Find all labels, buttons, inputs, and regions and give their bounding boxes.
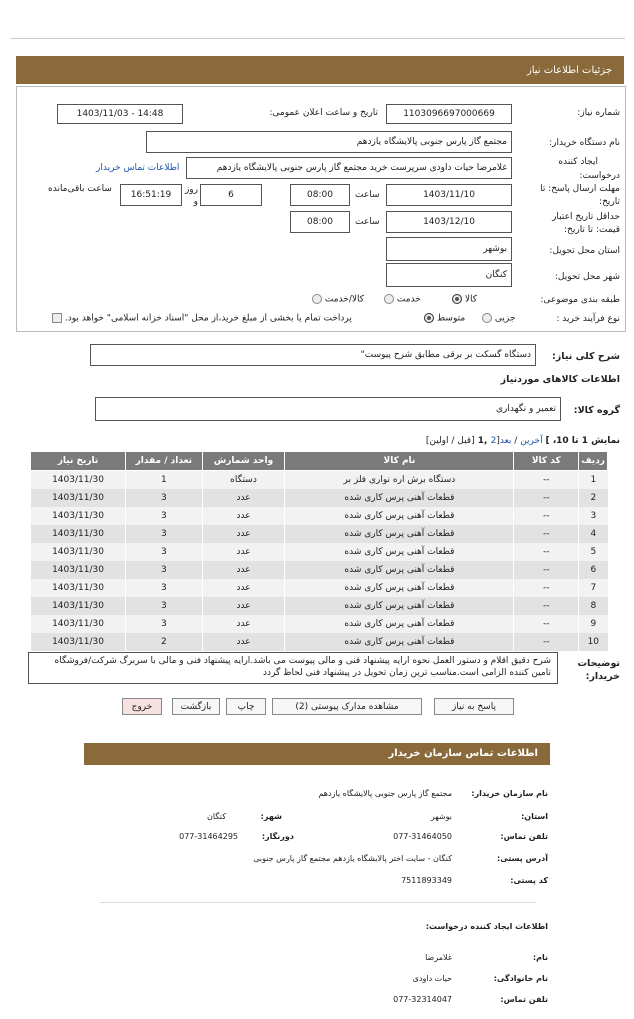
radio-selected-icon — [452, 294, 462, 304]
contact-phone-label: تلفن تماس: — [500, 832, 548, 841]
validity-date-field: 1403/12/10 — [386, 211, 512, 233]
print-button[interactable]: چاپ — [226, 698, 266, 715]
process-option-medium[interactable]: متوسط — [424, 313, 465, 324]
buyer-notes-label: توضیحات خریدار: — [577, 658, 620, 682]
validity-label-2: قیمت: تا تاریخ: — [564, 225, 620, 235]
creator-label-2: درخواست: — [579, 171, 620, 181]
creator-family-value: حیات داودی — [412, 974, 452, 983]
page-2-link[interactable]: 2 — [490, 436, 497, 446]
buyer-org-field: مجتمع گاز پارس جنوبی پالایشگاه یازدهم — [146, 131, 512, 153]
table-row: 8 -- قطعات آهنی پرس کاری شده عدد 3 1403/11/30 — [31, 597, 608, 615]
page-next-link[interactable]: بعد — [499, 436, 512, 446]
top-divider — [10, 38, 625, 39]
contact-fax-value: 077-31464295 — [179, 832, 238, 841]
city-label: شهر محل تحویل: — [554, 272, 620, 282]
table-row: 9 -- قطعات آهنی پرس کاری شده عدد 3 1403/11/30 — [31, 615, 608, 633]
category-label: طبقه بندی موضوعی: — [540, 295, 620, 305]
page-last-link[interactable]: آخرین — [520, 436, 543, 446]
group-field: تعمیر و نگهداری — [95, 397, 561, 421]
contact-header — [84, 743, 550, 765]
deadline-label-2: تاریخ: — [599, 197, 620, 207]
col-date: تاریخ نیاز — [31, 452, 126, 471]
contact-city-label: شهر: — [260, 812, 282, 821]
radio-icon — [384, 294, 394, 304]
need-number-label: شماره نیاز: — [577, 108, 620, 118]
payment-note: پرداخت تمام یا بخشی از مبلغ خرید،از محل "اسناد خزانه اسلامی" خواهد بود. — [52, 313, 352, 324]
col-row: ردیف — [579, 452, 608, 471]
buyer-contact-link[interactable]: اطلاعات تماس خریدار — [96, 163, 180, 173]
creator-name-value: غلامرضا — [425, 953, 452, 962]
deadline-time-label: ساعت — [355, 190, 380, 200]
province-label: استان محل تحویل: — [549, 246, 620, 256]
contact-org-label: نام سازمان خریدار: — [471, 789, 548, 798]
creator-phone-value: 077-32314047 — [393, 995, 452, 1004]
validity-time-label: ساعت — [355, 217, 380, 227]
contact-city-value: کنگان — [207, 812, 226, 821]
need-number-field: 1103096697000669 — [386, 104, 512, 124]
table-row: 2 -- قطعات آهنی پرس کاری شده عدد 3 1403/11/30 — [31, 489, 608, 507]
contact-title: اطلاعات تماس سازمان خریدار — [388, 748, 538, 759]
table-row: 4 -- قطعات آهنی پرس کاری شده عدد 3 1403/11/30 — [31, 525, 608, 543]
table-row: 1 -- دستگاه برش اره نواری فلز بر دستگاه 1 1403/11/30 — [31, 471, 608, 490]
province-field: بوشهر — [386, 237, 512, 261]
group-label: گروه کالا: — [573, 405, 620, 416]
contact-address-label: آدرس پستی: — [497, 854, 548, 863]
deadline-label-1: مهلت ارسال پاسخ: تا — [540, 184, 620, 194]
creator-family-label: نام خانوادگی: — [493, 974, 548, 983]
city-field: کنگان — [386, 263, 512, 287]
remaining-time-field: 16:51:19 — [120, 184, 182, 206]
deadline-time-field: 08:00 — [290, 184, 350, 206]
contact-province-value: بوشهر — [430, 812, 452, 821]
announce-label: تاریخ و ساعت اعلان عمومی: — [269, 108, 378, 118]
exit-button[interactable]: خروج — [122, 698, 162, 715]
validity-label-1: حداقل تاریخ اعتبار — [552, 212, 620, 222]
col-qty: تعداد / مقدار — [126, 452, 203, 471]
creator-phone-label: تلفن تماس: — [500, 995, 548, 1004]
pagination: نمایش 1 تا 10، ] آخرین / بعد[2 ,1 [قبل / اولین] — [425, 436, 620, 446]
page-title: جزئیات اطلاعات نیاز — [526, 65, 612, 76]
page-header — [16, 56, 624, 84]
day-label: روز و — [184, 185, 198, 207]
table-row: 6 -- قطعات آهنی پرس کاری شده عدد 3 1403/11/30 — [31, 561, 608, 579]
radio-icon — [482, 313, 492, 323]
contact-org-value: مجتمع گاز پارس جنوبی پالایشگاه یازدهم — [318, 789, 452, 798]
announce-field: 1403/11/03 - 14:48 — [57, 104, 183, 124]
table-header-row — [31, 452, 608, 471]
deadline-date-field: 1403/11/10 — [386, 184, 512, 206]
buyer-org-label: نام دستگاه خریدار: — [549, 138, 620, 148]
col-name: نام کالا — [285, 452, 514, 471]
contact-divider — [100, 902, 536, 903]
process-label: نوع فرآیند خرید : — [556, 314, 620, 324]
contact-province-label: استان: — [521, 812, 548, 821]
reply-button[interactable]: پاسخ به نیاز — [434, 698, 514, 715]
col-unit: واحد شمارش — [202, 452, 285, 471]
goods-info-title: اطلاعات کالاهای مورد‌نیاز — [500, 374, 620, 385]
contact-postal-value: 7511893349 — [401, 876, 452, 885]
remaining-label: ساعت باقی‌مانده — [48, 184, 112, 194]
creator-label-1: ایجاد کننده — [558, 157, 598, 167]
category-option-goods[interactable]: کالا — [452, 294, 477, 305]
checkbox-icon[interactable] — [52, 313, 62, 323]
process-option-minor[interactable]: جزیی — [482, 313, 515, 324]
days-remaining-field: 6 — [200, 184, 262, 206]
contact-postal-label: کد پستی: — [510, 876, 548, 885]
table-row: 10 -- قطعات آهنی پرس کاری شده عدد 2 1403/11/30 — [31, 633, 608, 651]
creator-info-title: اطلاعات ایجاد کننده درخواست: — [425, 922, 548, 931]
radio-icon — [312, 294, 322, 304]
category-option-goods-service[interactable]: کالا/خدمت — [312, 294, 364, 305]
summary-field: دستگاه گسکت بر برقی مطابق شرح پیوست" — [90, 344, 536, 366]
radio-selected-icon — [424, 313, 434, 323]
creator-name-label: نام: — [532, 953, 548, 962]
contact-fax-label: دورنگار: — [261, 832, 294, 841]
table-row: 3 -- قطعات آهنی پرس کاری شده عدد 3 1403/11/30 — [31, 507, 608, 525]
contact-phone-value: 077-31464050 — [393, 832, 452, 841]
view-attachments-button[interactable]: مشاهده مدارک پیوستی (2) — [272, 698, 422, 715]
validity-time-field: 08:00 — [290, 211, 350, 233]
back-button[interactable]: بازگشت — [172, 698, 220, 715]
summary-label: شرح کلی نیاز: — [551, 351, 620, 362]
table-row: 5 -- قطعات آهنی پرس کاری شده عدد 3 1403/11/30 — [31, 543, 608, 561]
creator-field: غلامرضا حیات داودی سرپرست خرید مجتمع گاز پارس جنوبی پالایشگاه یازدهم — [186, 157, 512, 179]
contact-address-value: کنگان - سایت اختر پالایشگاه یازدهم مجتمع گاز پارس جنوبی — [253, 854, 452, 863]
col-code: کد کالا — [514, 452, 579, 471]
items-table — [30, 451, 608, 651]
table-row: 7 -- قطعات آهنی پرس کاری شده عدد 3 1403/11/30 — [31, 579, 608, 597]
buyer-notes-field: شرح دقیق اقلام و دستور العمل نحوه ارایه پیشنهاد فنی و مالی پیوست می باشد.ارایه پیشنهاد فنی و مالی با سربرگ شرکت/فروشگاه تامین کننده الزامی است.مناسب ترین زمان تحویل در پیشنهاد فنی لحاظ گردد — [28, 652, 558, 684]
category-option-service[interactable]: خدمت — [384, 294, 421, 305]
